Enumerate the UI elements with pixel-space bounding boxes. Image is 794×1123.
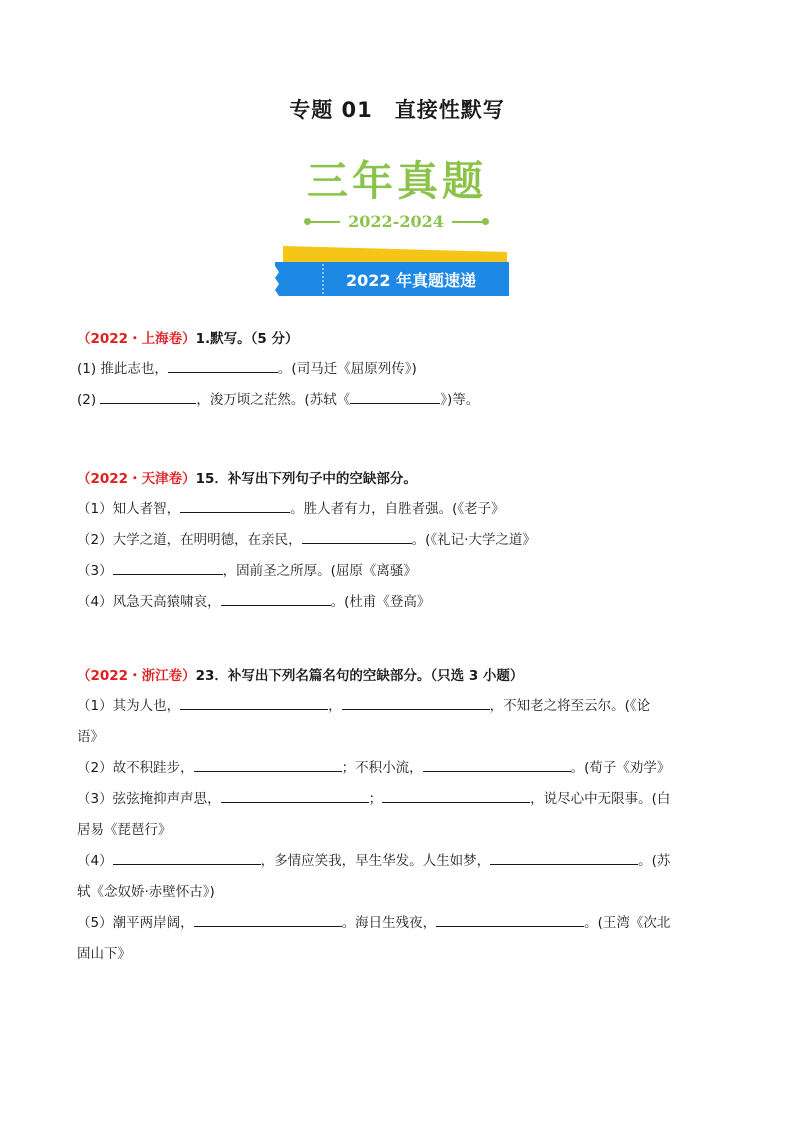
- line-text: 。(荀子《劝学》: [570, 760, 671, 776]
- line-text: 。胜人者有力，自胜者强。(《老子》: [290, 501, 505, 517]
- answer-blank[interactable]: [194, 755, 342, 772]
- line-text: ，: [328, 698, 342, 714]
- list-item: [77, 753, 727, 784]
- question-title: 23．补写出下列名篇名句的空缺部分。（只选 3 小题）: [195, 668, 524, 684]
- line-text: （4）: [77, 853, 113, 869]
- line-text: （1）其为人也，: [77, 698, 181, 714]
- line-text: 》)等。: [440, 392, 480, 408]
- question-zhejiang: [77, 665, 727, 970]
- line-text: 。(司马迁《屈原列传》): [277, 361, 417, 377]
- list-item: [77, 587, 727, 618]
- section-heading: 三年真题: [307, 157, 487, 205]
- answer-blank[interactable]: [302, 527, 412, 544]
- list-item: [77, 908, 727, 939]
- line-text: 固山下》: [77, 946, 131, 962]
- line-text: 语》: [77, 729, 104, 745]
- divider-left: [308, 221, 340, 223]
- exam-tag: （2022・天津卷）: [77, 471, 196, 487]
- divider-right: [452, 221, 484, 223]
- list-item: [77, 784, 727, 815]
- exam-tag: （2022・浙江卷）: [77, 668, 196, 684]
- line-text: ，浚万顷之茫然。(苏轼《: [196, 392, 351, 408]
- question-header: [77, 665, 727, 687]
- question-shanghai: [77, 328, 727, 416]
- answer-blank[interactable]: [100, 387, 196, 404]
- line-text: 居易《琵琶行》: [77, 822, 172, 838]
- banner-label: 2022 年真题速递: [345, 271, 477, 290]
- page-title: 专题 01 直接性默写: [289, 98, 505, 122]
- line-text: （2）故不积跬步，: [77, 760, 194, 776]
- years-decoration: [0, 212, 794, 232]
- answer-blank[interactable]: [194, 910, 342, 927]
- line-text: 。(苏: [638, 853, 671, 869]
- line-text: 。海日生残夜，: [341, 915, 437, 931]
- answer-blank[interactable]: [113, 848, 261, 865]
- line-text: （3）弦弦掩抑声声思，: [77, 791, 221, 807]
- answer-blank[interactable]: [168, 356, 278, 373]
- line-text: (1) 推此志也，: [77, 361, 168, 377]
- line-text: （2）大学之道，在明明德，在亲民，: [77, 532, 302, 548]
- line-text: ，说尽心中无限事。(白: [530, 791, 671, 807]
- line-text: （3）: [77, 563, 113, 579]
- answer-blank[interactable]: [490, 848, 638, 865]
- line-text: (2): [77, 392, 101, 408]
- answer-blank[interactable]: [113, 558, 223, 575]
- line-text: （4）风急天高猿啸哀，: [77, 594, 221, 610]
- list-item: [77, 556, 727, 587]
- list-item-continued: [77, 815, 727, 846]
- dot-icon: [482, 218, 489, 225]
- list-item: [77, 691, 727, 722]
- question-tianjin: [77, 468, 727, 618]
- line-text: （1）知人者智，: [77, 501, 181, 517]
- question-header: [77, 328, 727, 350]
- question-title: 1.默写。（5 分）: [195, 331, 299, 347]
- answer-blank[interactable]: [350, 387, 440, 404]
- list-item-continued: [77, 722, 727, 753]
- list-item-continued: [77, 877, 727, 908]
- line-text: ，固前圣之所厚。(屈原《离骚》: [222, 563, 417, 579]
- answer-blank[interactable]: [180, 496, 290, 513]
- line-text: ；不积小流，: [341, 760, 423, 776]
- list-item: [77, 846, 727, 877]
- year-banner: [275, 246, 515, 300]
- list-item: [77, 354, 727, 385]
- line-text: ，不知老之将至云尔。(《论: [489, 698, 651, 714]
- list-item: [77, 385, 727, 416]
- question-header: [77, 468, 727, 490]
- line-text: 。(《礼记·大学之道》: [411, 532, 536, 548]
- question-title: 15．补写出下列句子中的空缺部分。: [195, 471, 417, 487]
- list-item: [77, 525, 727, 556]
- answer-blank[interactable]: [180, 693, 328, 710]
- answer-blank[interactable]: [221, 786, 369, 803]
- answer-blank[interactable]: [382, 786, 530, 803]
- line-text: 。(杜甫《登高》: [330, 594, 431, 610]
- exam-tag: （2022・上海卷）: [77, 331, 196, 347]
- list-item: [77, 494, 727, 525]
- answer-blank[interactable]: [342, 693, 490, 710]
- line-text: 。(王湾《次北: [584, 915, 671, 931]
- answer-blank[interactable]: [221, 589, 331, 606]
- answer-blank[interactable]: [436, 910, 584, 927]
- line-text: （5）潮平两岸阔，: [77, 915, 194, 931]
- line-text: ，多情应笑我，早生华发。人生如梦，: [260, 853, 491, 869]
- line-text: ；: [368, 791, 383, 807]
- years-label: 2022-2024: [348, 212, 444, 231]
- list-item-continued: [77, 939, 727, 970]
- answer-blank[interactable]: [423, 755, 571, 772]
- line-text: 轼《念奴娇·赤壁怀古》): [77, 884, 215, 900]
